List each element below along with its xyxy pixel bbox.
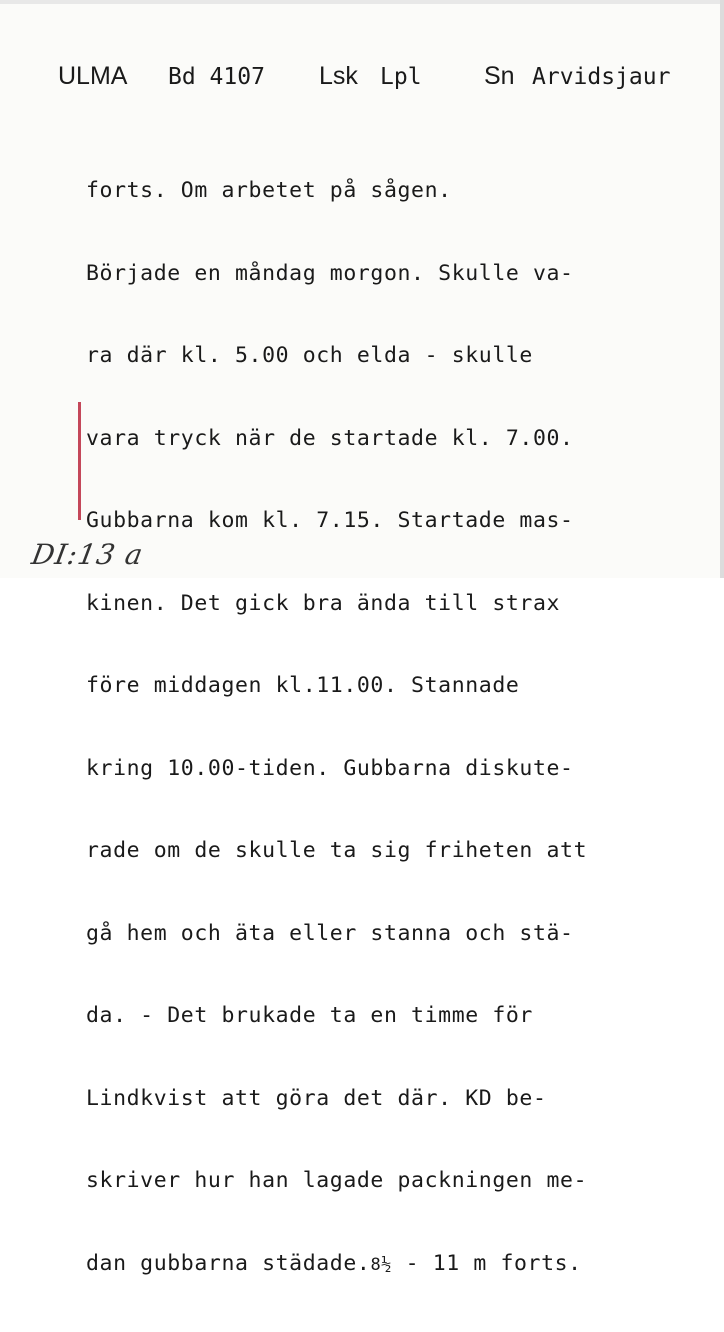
- text-line-last-start: dan gubbarna städade.: [86, 1250, 371, 1276]
- text-line: Gubbarna kom kl. 7.15. Startade mas-: [86, 508, 574, 533]
- province-label: Lsk: [319, 62, 358, 90]
- text-line: gå hem och äta eller stanna och stä-: [86, 920, 574, 946]
- text-line: skriver hur han lagade packningen me-: [86, 1168, 588, 1193]
- handwritten-note: DI:13 a: [29, 538, 147, 571]
- text-line: ra där kl. 5.00 och elda - skulle: [86, 343, 533, 368]
- text-line: kinen. Det gick bra ända till strax: [86, 590, 561, 616]
- text-line: före middagen kl.11.00. Stannade: [86, 673, 520, 698]
- margin-mark: [78, 402, 81, 520]
- volume-number: Bd 4107: [168, 64, 265, 90]
- text-line: Började en måndag morgon. Skulle va-: [86, 260, 574, 286]
- card-top-edge: [0, 0, 724, 4]
- parish-label: Sn: [484, 62, 515, 90]
- text-line: forts. Om arbetet på sågen.: [86, 178, 452, 203]
- text-line-last-tail: - 11 m forts.: [392, 1250, 582, 1276]
- text-line: da. - Det brukade ta en timme för: [86, 1003, 533, 1028]
- archive-code: ULMA: [58, 62, 128, 90]
- text-line: vara tryck när de startade kl. 7.00.: [86, 425, 574, 451]
- text-line: rade om de skulle ta sig friheten att: [86, 838, 588, 863]
- page-fraction: 8½: [370, 1254, 393, 1275]
- text-line-last: [86, 1250, 710, 1278]
- text-line: kring 10.00-tiden. Gubbarna diskute-: [86, 755, 574, 781]
- county-label: Lpl: [380, 64, 422, 90]
- parish-name: Arvidsjaur: [532, 64, 671, 90]
- card-header: [0, 62, 724, 102]
- text-line: Lindkvist att göra det där. KD be-: [86, 1085, 547, 1111]
- transcript-text: [86, 122, 710, 1332]
